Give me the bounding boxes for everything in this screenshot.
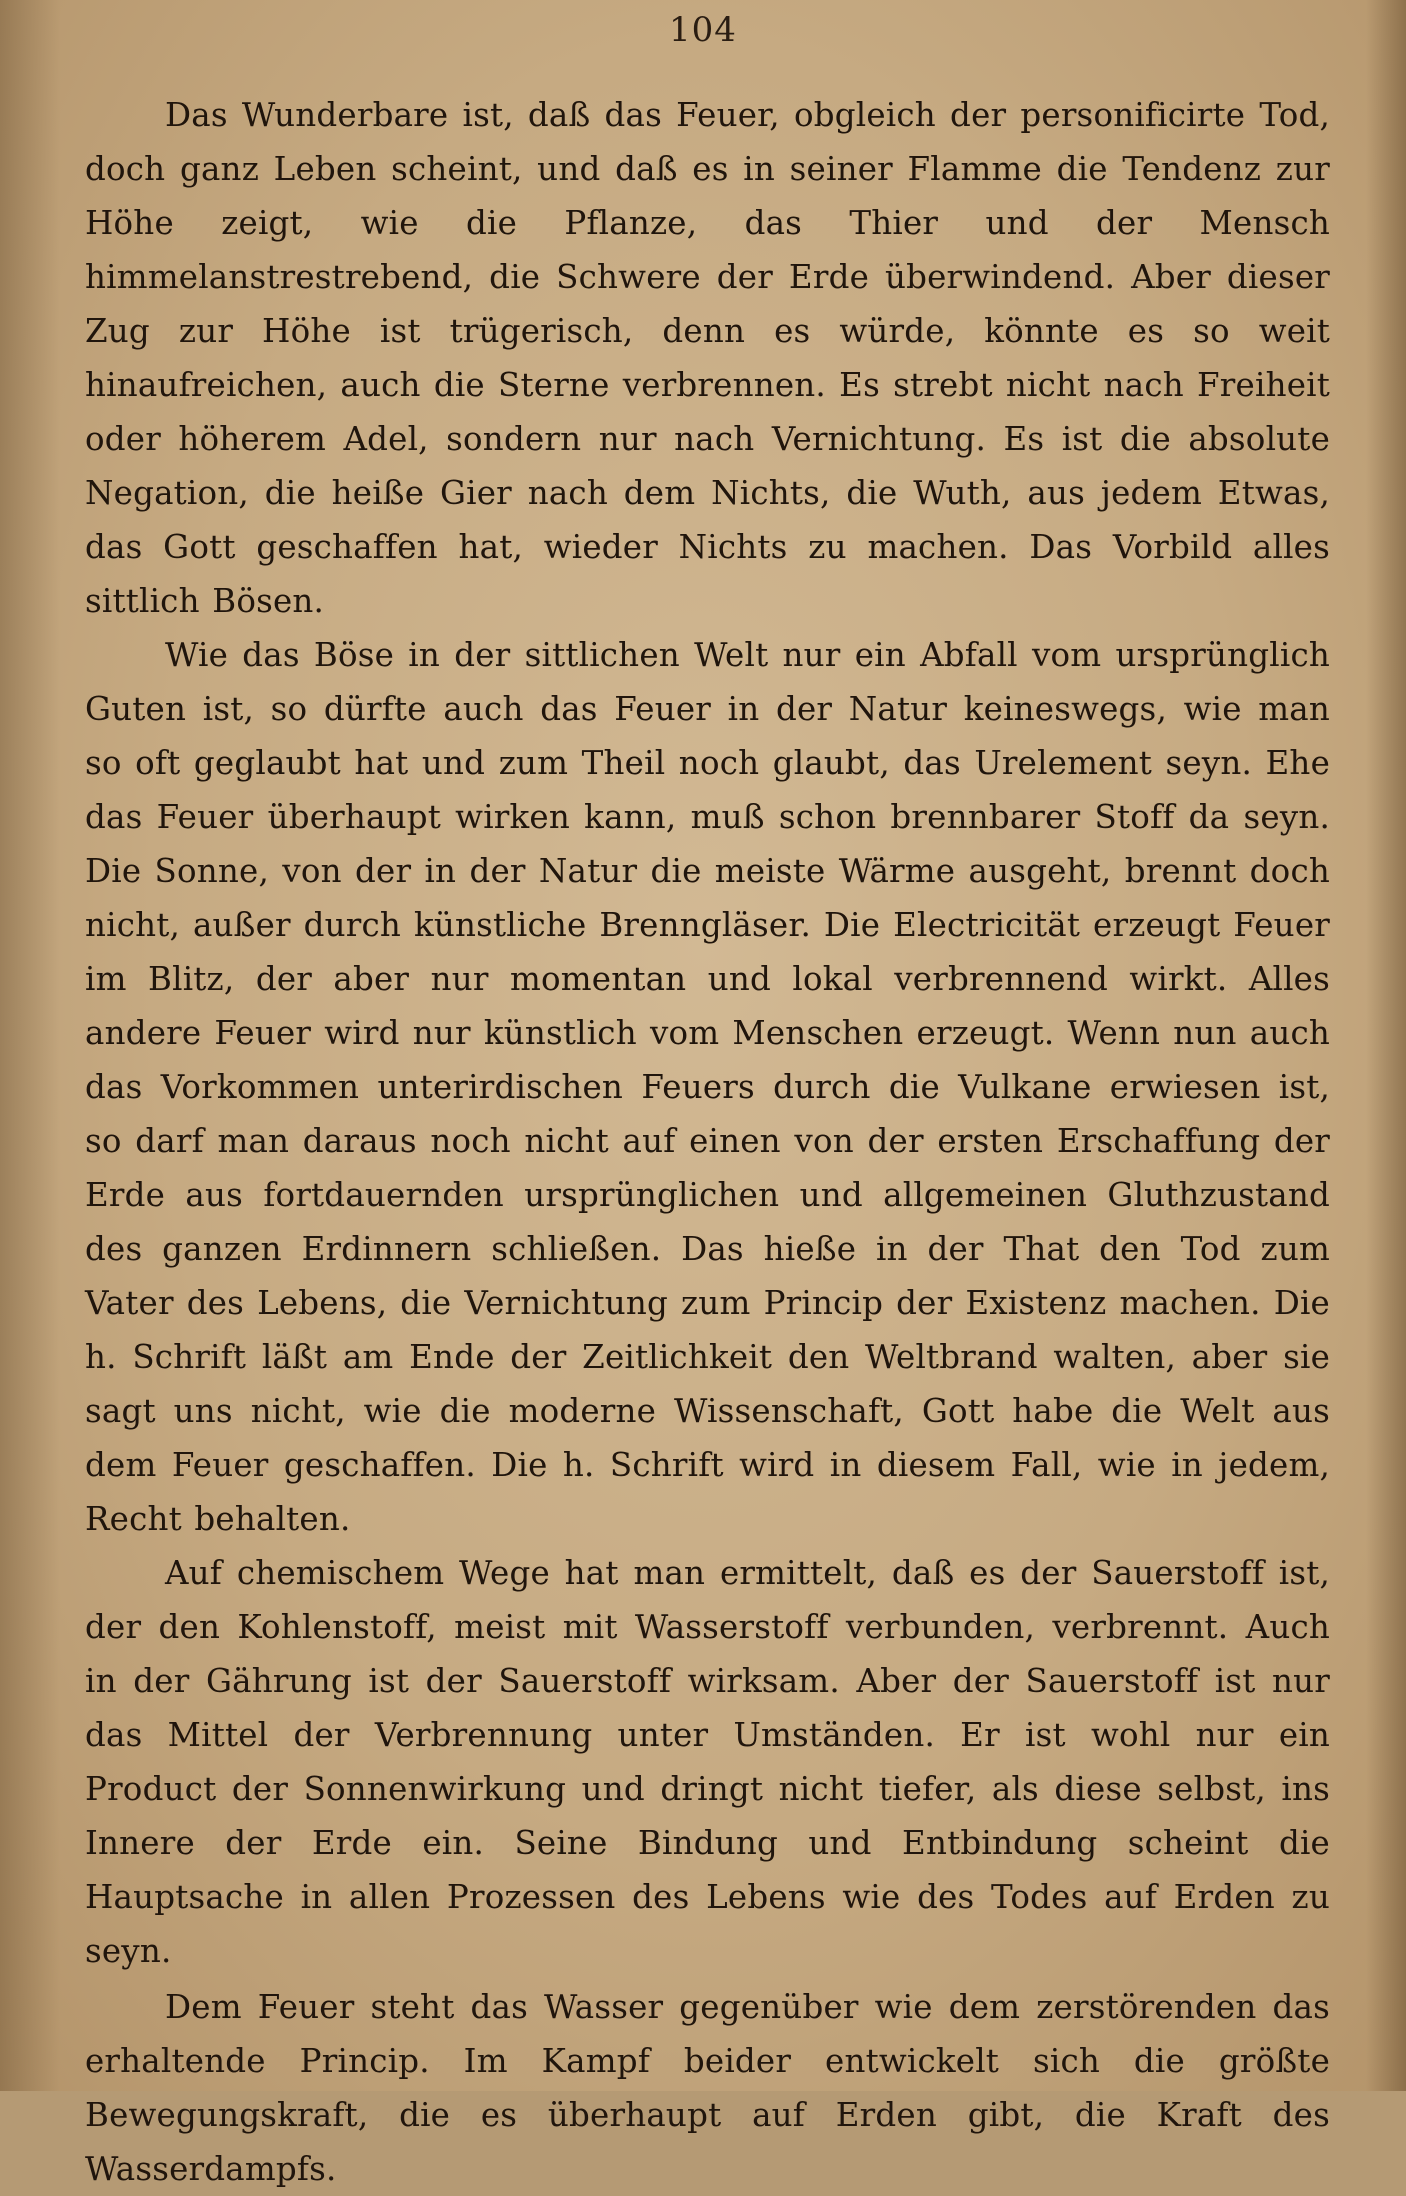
paragraph-fire-and-water: Dem Feuer steht das Wasser gegenüber wie dem zerstörenden das erhaltende Princip. Im Kampf beider entwickelt sich die größte Bewegungskraft, die es überhaupt auf Erden gibt, die Kraft des Wasserdampfs. xyxy=(85,1988,1330,2188)
body-text xyxy=(85,88,1330,2196)
paragraph-oxygen: Auf chemischem Wege hat man ermittelt, daß es der Sauerstoff ist, der den Kohlenstoff, meist mit Wasserstoff verbunden, verbrennt. Auch in der Gährung ist der Sauerstoff wirksam. Aber der Sauerstoff ist nur das Mittel der Verbrennung unter Umständen. Er ist wohl nur ein Product der Sonnenwirkung und dringt nicht tiefer, als diese selbst, ins Innere der Erde ein. Seine Bindung und Entbindung scheint die Hauptsache in allen Prozessen des Lebens wie des Todes auf Erden zu seyn. xyxy=(85,1554,1330,1970)
paragraph-evil-and-fire: Wie das Böse in der sittlichen Welt nur ein Abfall vom ursprünglich Guten ist, so dürfte auch das Feuer in der Natur keineswegs, wie man so oft geglaubt hat und zum Theil noch glaubt, das Urelement seyn. Ehe das Feuer überhaupt wirken kann, muß schon brennbarer Stoff da seyn. Die Sonne, von der in der Natur die meiste Wärme ausgeht, brennt doch nicht, außer durch künstliche Brenngläser. Die Electricität erzeugt Feuer im Blitz, der aber nur momentan und lokal verbrennend wirkt. Alles andere Feuer wird nur künstlich vom Menschen erzeugt. Wenn nun auch das Vorkommen unterirdischen Feuers durch die Vulkane erwiesen ist, so darf man daraus noch nicht auf einen von der ersten Erschaffung der Erde aus fortdauernden ursprünglichen und allgemeinen Gluthzustand des ganzen Erdinnern schließen. Das hieße in der That den Tod zum Vater des Lebens, die Vernichtung zum Princip der Existenz machen. Die h. Schrift läßt am Ende der Zeitlichkeit den Weltbrand walten, aber sie sagt uns nicht, wie die moderne Wissenschaft, Gott habe die Welt aus dem Feuer geschaffen. Die h. Schrift wird in diesem Fall, wie in jedem, Recht behalten. xyxy=(85,636,1330,1538)
page-number: 104 xyxy=(669,10,737,50)
paragraph-fire-nature: Das Wunderbare ist, daß das Feuer, obgleich der personificirte Tod, doch ganz Leben scheint, und daß es in seiner Flamme die Tendenz zur Höhe zeigt, wie die Pflanze, das Thier und der Mensch himmelanstrestrebend, die Schwere der Erde überwindend. Aber dieser Zug zur Höhe ist trügerisch, denn es würde, könnte es so weit hinaufreichen, auch die Sterne verbrennen. Es strebt nicht nach Freiheit oder höherem Adel, sondern nur nach Vernichtung. Es ist die absolute Negation, die heiße Gier nach dem Nichts, die Wuth, aus jedem Etwas, das Gott geschaffen hat, wieder Nichts zu machen. Das Vorbild alles sittlich Bösen. xyxy=(85,96,1330,620)
